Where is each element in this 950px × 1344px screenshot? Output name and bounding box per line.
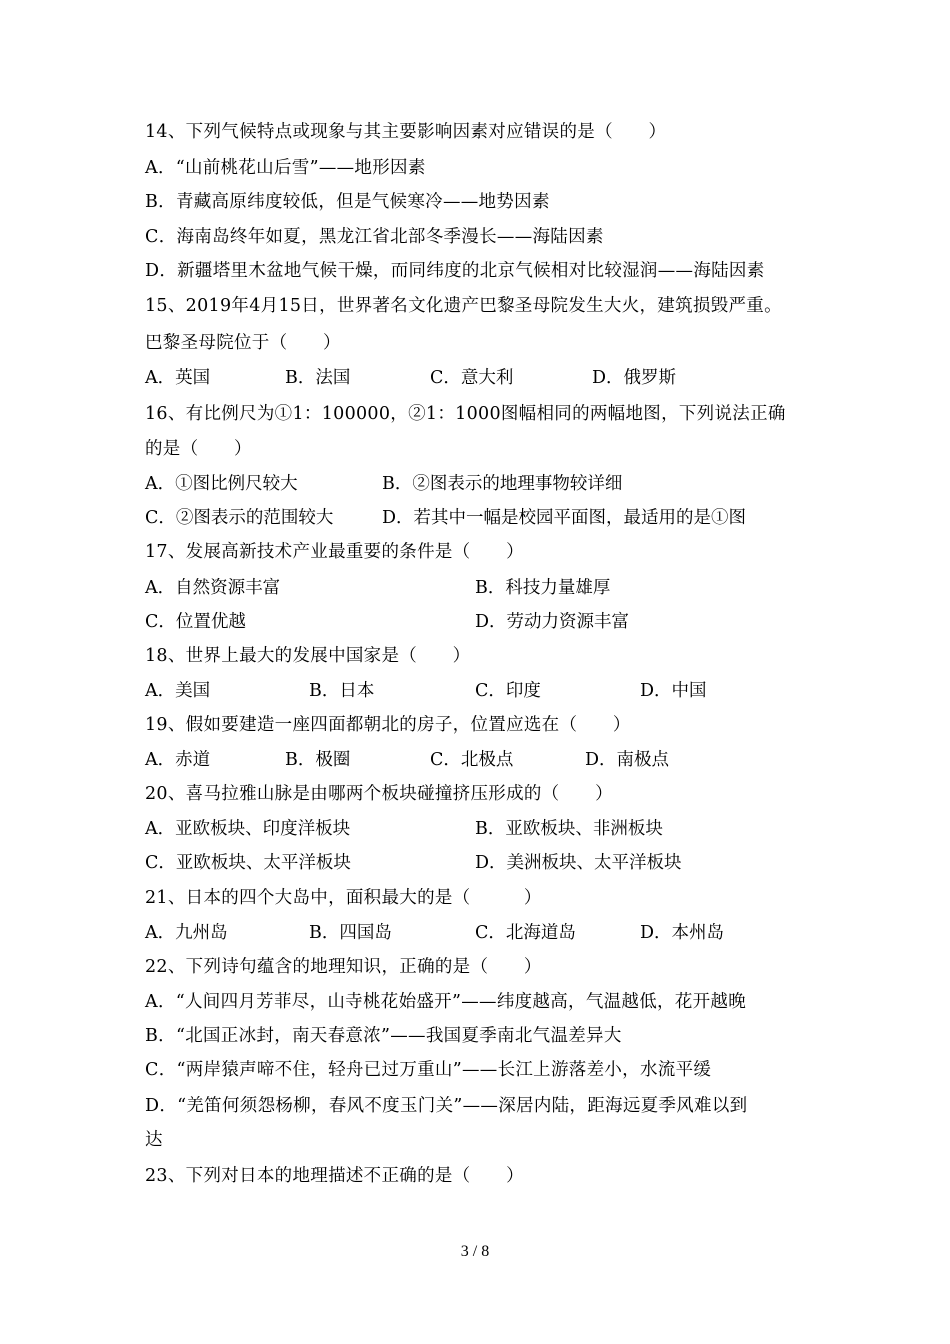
q21-option-d: D．本州岛: [640, 923, 725, 943]
q16-stem-line2: 的是（ ）: [145, 439, 252, 459]
q14-stem: 14、下列气候特点或现象与其主要影响因素对应错误的是（ ）: [145, 122, 667, 142]
q16-option-a: A．①图比例尺较大: [145, 474, 298, 494]
q17-option-d: D．劳动力资源丰富: [475, 612, 630, 632]
q17-option-c: C．位置优越: [145, 612, 246, 632]
q21-options: [145, 921, 845, 945]
q17-stem: 17、发展高新技术产业最重要的条件是（ ）: [145, 542, 524, 562]
q18-option-d: D．中国: [640, 681, 707, 701]
q14-option-c: C．海南岛终年如夏，黑龙江省北部冬季漫长——海陆因素: [145, 227, 604, 247]
q22-option-d-line1: D．“羌笛何须怨杨柳，春风不度玉门关”——深居内陆，距海远夏季风难以到: [145, 1096, 748, 1116]
q16-option-d: D．若其中一幅是校园平面图，最适用的是①图: [382, 508, 747, 528]
q21-option-b: B．四国岛: [309, 923, 392, 943]
q19-options: [145, 748, 845, 772]
q14-option-a: A．“山前桃花山后雪”——地形因素: [145, 158, 426, 178]
q19-option-b: B．极圈: [285, 750, 351, 770]
q16-stem-line1: 16、有比例尺为①1：100000，②1：1000图幅相同的两幅地图，下列说法正确: [145, 404, 786, 424]
q22-option-a: A．“人间四月芳菲尽，山寺桃花始盛开”——纬度越高，气温越低，花开越晚: [145, 992, 747, 1012]
q22-option-b: B．“北国正冰封，南天春意浓”——我国夏季南北气温差异大: [145, 1026, 622, 1046]
q16-options-row2: [145, 506, 845, 530]
q16-options-row1: [145, 472, 845, 496]
q20-option-d: D．美洲板块、太平洋板块: [475, 853, 682, 873]
q20-options-row2: [145, 851, 845, 875]
q20-options-row1: [145, 817, 845, 841]
q16-option-b: B．②图表示的地理事物较详细: [382, 474, 623, 494]
q17-option-b: B．科技力量雄厚: [475, 578, 611, 598]
q18-stem: 18、世界上最大的发展中国家是（ ）: [145, 646, 471, 666]
q16-option-c: C．②图表示的范围较大: [145, 508, 334, 528]
q17-options-row2: [145, 610, 845, 634]
q15-option-d: D．俄罗斯: [592, 368, 677, 388]
q15-option-b: B．法国: [285, 368, 351, 388]
q18-options: [145, 679, 845, 703]
q15-options: [145, 366, 845, 390]
q17-options-row1: [145, 576, 845, 600]
q21-stem: 21、日本的四个大岛中，面积最大的是（ ）: [145, 888, 542, 908]
q14-option-b: B．青藏高原纬度较低，但是气候寒冷——地势因素: [145, 192, 550, 212]
q23-stem: 23、下列对日本的地理描述不正确的是（ ）: [145, 1166, 524, 1186]
q15-stem-line1: 15、2019年4月15日，世界著名文化遗产巴黎圣母院发生大火，建筑损毁严重。: [145, 296, 782, 316]
q19-stem: 19、假如要建造一座四面都朝北的房子，位置应选在（ ）: [145, 715, 631, 735]
q20-option-a: A．亚欧板块、印度洋板块: [145, 819, 351, 839]
q20-option-b: B．亚欧板块、非洲板块: [475, 819, 663, 839]
q18-option-b: B．日本: [309, 681, 375, 701]
q18-option-a: A．美国: [145, 681, 211, 701]
q21-option-a: A．九州岛: [145, 923, 228, 943]
q20-option-c: C．亚欧板块、太平洋板块: [145, 853, 351, 873]
page-number: 3 / 8: [460, 1243, 490, 1260]
q21-option-c: C．北海道岛: [475, 923, 576, 943]
q22-stem: 22、下列诗句蕴含的地理知识，正确的是（ ）: [145, 957, 542, 977]
q22-option-d-line2: 达: [145, 1130, 163, 1150]
q18-option-c: C．印度: [475, 681, 541, 701]
q17-option-a: A．自然资源丰富: [145, 578, 281, 598]
q14-option-d: D．新疆塔里木盆地气候干燥，而同纬度的北京气候相对比较湿润——海陆因素: [145, 261, 765, 281]
q19-option-d: D．南极点: [585, 750, 670, 770]
q15-option-a: A．英国: [145, 368, 211, 388]
q19-option-c: C．北极点: [430, 750, 514, 770]
q19-option-a: A．赤道: [145, 750, 211, 770]
q20-stem: 20、喜马拉雅山脉是由哪两个板块碰撞挤压形成的（ ）: [145, 784, 613, 804]
q22-option-c: C．“两岸猿声啼不住，轻舟已过万重山”——长江上游落差小，水流平缓: [145, 1060, 712, 1080]
q15-stem-line2: 巴黎圣母院位于（ ）: [145, 333, 341, 353]
q15-option-c: C．意大利: [430, 368, 514, 388]
